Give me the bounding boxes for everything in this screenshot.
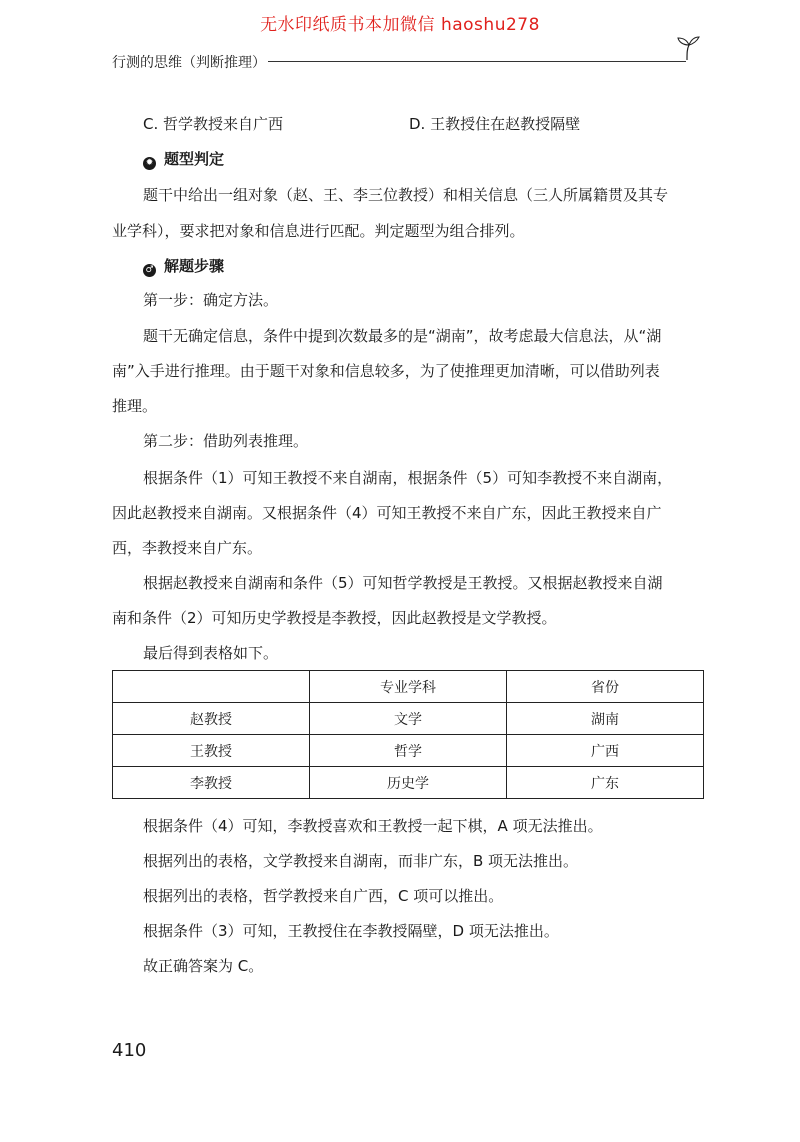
step1-line-3: 推理。 [112,397,158,415]
table-row [113,767,704,799]
table-cell: 赵教授 [113,703,310,735]
section-steps-heading [143,255,224,277]
table-cell: 历史学 [310,767,507,799]
conclusion-c: 根据列出的表格，哲学教授来自广西，C 项可以推出。 [143,887,504,905]
type-line-2: 业学科），要求把对象和信息进行匹配。判定题型为组合排列。 [112,222,525,240]
section-type-title: 题型判定 [164,150,225,168]
conclusion-b: 根据列出的表格，文学教授来自湖南，而非广东，B 项无法推出。 [143,852,579,870]
header-rule [268,61,686,62]
para1-line-1: 根据条件（1）可知王教授不来自湖南，根据条件（5）可知李教授不来自湖南， [143,469,673,487]
result-table [112,670,704,799]
page-number: 410 [112,1040,147,1061]
watermark-text: 无水印纸质书本加微信 haoshu278 [260,15,540,35]
conclusion-d: 根据条件（3）可知，王教授住在李教授隔壁，D 项无法推出。 [143,922,559,940]
table-header-cell: 省份 [507,671,704,703]
table-cell: 李教授 [113,767,310,799]
section-steps-title: 解题步骤 [164,257,225,275]
section-type-heading [143,148,224,170]
table-cell: 广西 [507,735,704,767]
conclusion-a: 根据条件（4）可知，李教授喜欢和王教授一起下棋，A 项无法推出。 [143,817,603,835]
table-header-cell [113,671,310,703]
steps-icon: ♂ [143,264,156,277]
table-header-row [113,671,704,703]
step2-title: 第二步：借助列表推理。 [143,432,309,450]
type-line-1: 题干中给出一组对象（赵、王、李三位教授）和相关信息（三人所属籍贯及其专 [143,186,669,204]
final-answer: 故正确答案为 C。 [143,957,264,975]
sprout-icon [675,33,703,61]
table-row [113,703,704,735]
option-c: C. 哲学教授来自广西 [143,115,284,133]
table-row [113,735,704,767]
table-cell: 湖南 [507,703,704,735]
step1-line-1: 题干无确定信息，条件中提到次数最多的是“湖南”，故考虑最大信息法，从“湖 [143,327,662,345]
table-header-cell: 专业学科 [310,671,507,703]
table-cell: 广东 [507,767,704,799]
para1-line-3: 西，李教授来自广东。 [112,539,263,557]
step1-title: 第一步：确定方法。 [143,291,279,309]
para2-line-2: 南和条件（2）可知历史学教授是李教授，因此赵教授是文学教授。 [112,609,557,627]
table-cell: 文学 [310,703,507,735]
step1-line-2: 南”入手进行推理。由于题干对象和信息较多，为了使推理更加清晰，可以借助列表 [112,362,660,380]
para2-line-1: 根据赵教授来自湖南和条件（5）可知哲学教授是王教授。又根据赵教授来自湖 [143,574,663,592]
table-cell: 哲学 [310,735,507,767]
option-d: D. 王教授住在赵教授隔壁 [409,115,581,133]
table-cell: 王教授 [113,735,310,767]
gear-icon: ✹ [143,157,156,170]
table-intro: 最后得到表格如下。 [143,644,279,662]
para1-line-2: 因此赵教授来自湖南。又根据条件（4）可知王教授不来自广东，因此王教授来自广 [112,504,662,522]
running-head: 行测的思维（判断推理） [112,55,266,71]
